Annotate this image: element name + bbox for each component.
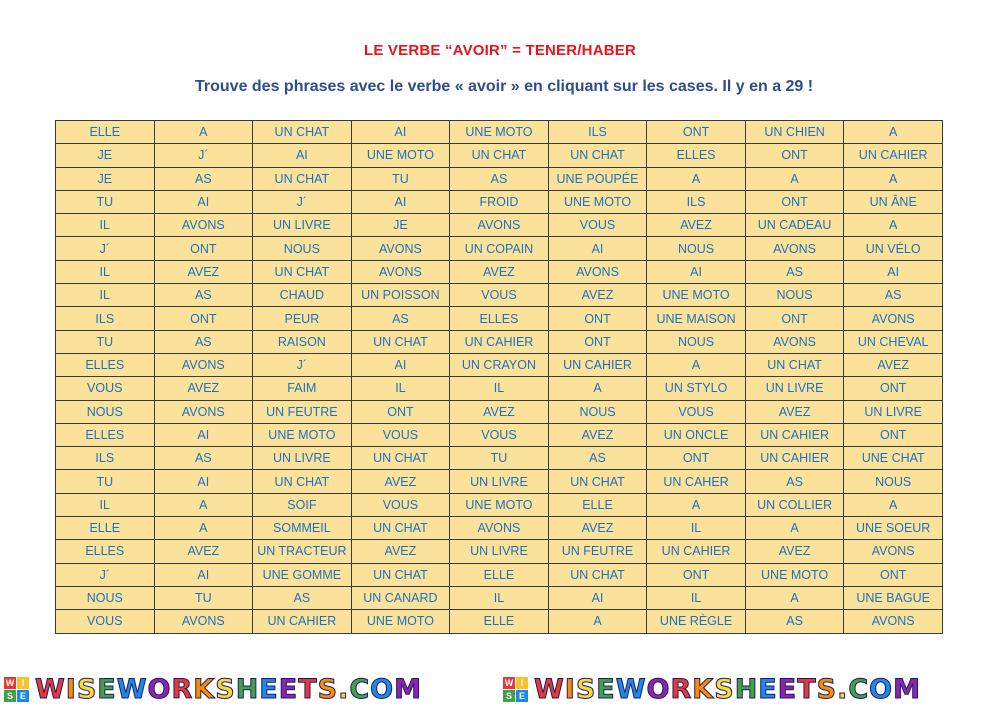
grid-cell[interactable]: TU	[56, 190, 155, 213]
grid-cell[interactable]: TU	[351, 167, 450, 190]
grid-cell[interactable]: AS	[745, 470, 844, 493]
grid-cell[interactable]: UN CAHIER	[450, 330, 549, 353]
grid-cell[interactable]: NOUS	[745, 284, 844, 307]
grid-cell[interactable]: ELLE	[450, 563, 549, 586]
word-grid	[55, 120, 943, 634]
grid-cell[interactable]: JE	[351, 214, 450, 237]
grid-row	[56, 260, 943, 283]
grid-cell[interactable]: NOUS	[647, 330, 746, 353]
grid-row	[56, 190, 943, 213]
grid-cell[interactable]: UNE RÈGLE	[647, 610, 746, 633]
grid-cell[interactable]: UN CAHIER	[844, 144, 943, 167]
grid-cell[interactable]: AS	[154, 330, 253, 353]
grid-cell[interactable]: UN CAHIER	[745, 447, 844, 470]
grid-cell[interactable]: UNE BAGUE	[844, 586, 943, 609]
logo-letter: I	[17, 677, 29, 689]
grid-cell[interactable]: UN CHAT	[351, 447, 450, 470]
grid-cell[interactable]: UN CHIEN	[745, 121, 844, 144]
grid-cell[interactable]: UN CHAT	[351, 563, 450, 586]
grid-cell[interactable]: A	[745, 517, 844, 540]
grid-cell[interactable]: ELLES	[56, 353, 155, 376]
grid-cell[interactable]: IL	[351, 377, 450, 400]
grid-cell[interactable]: UNE MOTO	[253, 423, 352, 446]
grid-cell[interactable]: IL	[450, 377, 549, 400]
grid-cell[interactable]: VOUS	[351, 423, 450, 446]
grid-cell[interactable]: A	[844, 493, 943, 516]
grid-cell[interactable]: UN LIVRE	[253, 447, 352, 470]
grid-cell[interactable]: UN CHEVAL	[844, 330, 943, 353]
grid-row	[56, 400, 943, 423]
grid-cell[interactable]: ONT	[548, 307, 647, 330]
grid-cell[interactable]: ELLES	[647, 144, 746, 167]
grid-cell[interactable]: ELLE	[56, 121, 155, 144]
grid-cell[interactable]: UN LIVRE	[745, 377, 844, 400]
grid-cell[interactable]: ELLES	[56, 423, 155, 446]
grid-cell[interactable]: ONT	[745, 144, 844, 167]
grid-cell[interactable]: AS	[154, 447, 253, 470]
grid-row	[56, 144, 943, 167]
grid-cell[interactable]: IL	[56, 493, 155, 516]
grid-cell[interactable]: AVEZ	[745, 540, 844, 563]
grid-cell[interactable]: ONT	[844, 377, 943, 400]
grid-cell[interactable]: AI	[253, 144, 352, 167]
grid-cell[interactable]: AVEZ	[548, 284, 647, 307]
grid-cell[interactable]: A	[844, 214, 943, 237]
grid-cell[interactable]: UNE MOTO	[450, 493, 549, 516]
grid-cell[interactable]: UNE MOTO	[745, 563, 844, 586]
grid-cell[interactable]: AVONS	[548, 260, 647, 283]
grid-cell[interactable]: AVEZ	[745, 400, 844, 423]
grid-row	[56, 167, 943, 190]
grid-cell[interactable]: A	[548, 610, 647, 633]
grid-cell[interactable]: UN CHAT	[745, 353, 844, 376]
logo-letter: E	[516, 690, 528, 702]
grid-cell[interactable]: AS	[745, 610, 844, 633]
grid-cell[interactable]: UNE MOTO	[351, 144, 450, 167]
grid-cell[interactable]: AI	[548, 237, 647, 260]
grid-cell[interactable]: ELLE	[450, 610, 549, 633]
grid-cell[interactable]: AS	[351, 307, 450, 330]
grid-row	[56, 563, 943, 586]
grid-cell[interactable]: ILS	[56, 447, 155, 470]
grid-cell[interactable]: AS	[745, 260, 844, 283]
grid-cell[interactable]: UN CADEAU	[745, 214, 844, 237]
wise-logo-icon	[4, 677, 29, 702]
grid-row	[56, 423, 943, 446]
grid-cell[interactable]: ILS	[56, 307, 155, 330]
grid-cell[interactable]: TU	[450, 447, 549, 470]
grid-cell[interactable]: ONT	[548, 330, 647, 353]
grid-row	[56, 330, 943, 353]
logo-letter: S	[503, 690, 515, 702]
grid-row	[56, 493, 943, 516]
grid-cell[interactable]: ONT	[844, 563, 943, 586]
grid-cell[interactable]: AVONS	[351, 260, 450, 283]
instructions: Trouve des phrases avec le verbe « avoir » en cliquant sur les cases. Il y en a 29 !	[195, 78, 814, 95]
grid-cell[interactable]: JE	[56, 144, 155, 167]
grid-cell[interactable]: UN CAHIER	[548, 353, 647, 376]
grid-cell[interactable]: J´	[56, 237, 155, 260]
grid-cell[interactable]: A	[154, 517, 253, 540]
grid-row	[56, 121, 943, 144]
grid-cell[interactable]: A	[647, 353, 746, 376]
page-title: LE VERBE “AVOIR” = TENER/HABER	[363, 42, 636, 59]
grid-cell[interactable]: NOUS	[253, 237, 352, 260]
grid-cell[interactable]: VOUS	[548, 214, 647, 237]
grid-cell[interactable]: NOUS	[647, 237, 746, 260]
grid-row	[56, 517, 943, 540]
grid-cell[interactable]: FAIM	[253, 377, 352, 400]
grid-row	[56, 284, 943, 307]
grid-cell[interactable]: VOUS	[450, 423, 549, 446]
grid-row	[56, 470, 943, 493]
grid-cell[interactable]: UNE MOTO	[450, 121, 549, 144]
grid-cell[interactable]: AVONS	[154, 353, 253, 376]
grid-row	[56, 214, 943, 237]
grid-cell[interactable]: TU	[56, 470, 155, 493]
grid-cell[interactable]: UN POISSON	[351, 284, 450, 307]
grid-cell[interactable]: J´	[253, 190, 352, 213]
grid-cell[interactable]: UN CHAT	[548, 470, 647, 493]
grid-cell[interactable]: AVONS	[745, 237, 844, 260]
grid-cell[interactable]: ELLE	[548, 493, 647, 516]
grid-cell[interactable]: IL	[56, 214, 155, 237]
grid-cell[interactable]: AVEZ	[548, 423, 647, 446]
grid-cell[interactable]: UN FEUTRE	[253, 400, 352, 423]
grid-cell[interactable]: UN CHAT	[253, 470, 352, 493]
grid-cell[interactable]: AVEZ	[450, 260, 549, 283]
grid-cell[interactable]: AS	[154, 284, 253, 307]
grid-cell[interactable]: ILS	[548, 121, 647, 144]
grid-cell[interactable]: A	[647, 493, 746, 516]
grid-cell[interactable]: A	[548, 377, 647, 400]
grid-cell[interactable]: UN CHAT	[548, 563, 647, 586]
grid-cell[interactable]: VOUS	[56, 610, 155, 633]
grid-cell[interactable]: UN LIVRE	[450, 540, 549, 563]
grid-cell[interactable]: J´	[56, 563, 155, 586]
grid-cell[interactable]: UN COPAIN	[450, 237, 549, 260]
grid-cell[interactable]: NOUS	[844, 470, 943, 493]
grid-row	[56, 586, 943, 609]
grid-cell[interactable]: AVONS	[351, 237, 450, 260]
grid-cell[interactable]: ONT	[647, 563, 746, 586]
grid-cell[interactable]: UN CANARD	[351, 586, 450, 609]
grid-cell[interactable]: A	[745, 586, 844, 609]
grid-cell[interactable]: A	[154, 121, 253, 144]
grid-cell[interactable]: AVONS	[844, 610, 943, 633]
grid-cell[interactable]: NOUS	[56, 400, 155, 423]
grid-cell[interactable]: UN CHAT	[253, 121, 352, 144]
grid-cell[interactable]: UN VÉLO	[844, 237, 943, 260]
brand-text: WISEWORKSHEETS.COM	[534, 673, 921, 705]
grid-cell[interactable]: UNE MOTO	[647, 284, 746, 307]
grid-row	[56, 610, 943, 633]
grid-cell[interactable]: SOIF	[253, 493, 352, 516]
grid-cell[interactable]: A	[154, 493, 253, 516]
grid-cell[interactable]: RAISON	[253, 330, 352, 353]
grid-cell[interactable]: UN CAHIER	[647, 540, 746, 563]
grid-cell[interactable]: AVONS	[154, 610, 253, 633]
grid-row	[56, 307, 943, 330]
grid-cell[interactable]: AI	[351, 121, 450, 144]
grid-cell[interactable]: AVONS	[450, 214, 549, 237]
grid-cell[interactable]: CHAUD	[253, 284, 352, 307]
brand-text: WISEWORKSHEETS.COM	[35, 673, 422, 705]
wise-logo-icon	[503, 677, 528, 702]
grid-cell[interactable]: AS	[450, 167, 549, 190]
grid-cell[interactable]: AVEZ	[647, 214, 746, 237]
grid-cell[interactable]: ONT	[154, 307, 253, 330]
grid-cell[interactable]: ONT	[351, 400, 450, 423]
grid-cell[interactable]: AI	[647, 260, 746, 283]
grid-cell[interactable]: J´	[154, 144, 253, 167]
grid-cell[interactable]: AVONS	[745, 330, 844, 353]
grid-cell[interactable]: AS	[844, 284, 943, 307]
grid-cell[interactable]: IL	[450, 586, 549, 609]
logo-letter: W	[5, 677, 15, 688]
grid-cell[interactable]: UN CHAT	[548, 144, 647, 167]
grid-cell[interactable]: UNE MAISON	[647, 307, 746, 330]
grid-cell[interactable]: FROID	[450, 190, 549, 213]
grid-cell[interactable]: UN CAHIER	[253, 610, 352, 633]
grid-cell[interactable]: ONT	[647, 447, 746, 470]
grid-cell[interactable]: AVONS	[844, 540, 943, 563]
grid-cell[interactable]: UN LIVRE	[253, 214, 352, 237]
grid-cell[interactable]: IL	[647, 517, 746, 540]
grid-cell[interactable]: ILS	[647, 190, 746, 213]
grid-cell[interactable]: AVONS	[154, 400, 253, 423]
grid-cell[interactable]: AI	[844, 260, 943, 283]
grid-cell[interactable]: AI	[154, 190, 253, 213]
grid-cell[interactable]: UN CHAT	[253, 167, 352, 190]
grid-cell[interactable]: ONT	[745, 190, 844, 213]
grid-row	[56, 377, 943, 400]
grid-cell[interactable]: AI	[351, 190, 450, 213]
grid-cell[interactable]: AVEZ	[154, 540, 253, 563]
grid-cell[interactable]: UN CHAT	[450, 144, 549, 167]
grid-cell[interactable]: AVEZ	[154, 377, 253, 400]
grid-cell[interactable]: VOUS	[351, 493, 450, 516]
grid-cell[interactable]: SOMMEIL	[253, 517, 352, 540]
grid-row	[56, 353, 943, 376]
grid-cell[interactable]: J´	[253, 353, 352, 376]
grid-cell[interactable]: AVEZ	[351, 540, 450, 563]
grid-cell[interactable]: A	[647, 167, 746, 190]
grid-cell[interactable]: UN LIVRE	[450, 470, 549, 493]
grid-cell[interactable]: IL	[56, 260, 155, 283]
grid-cell[interactable]: UN TRACTEUR	[253, 540, 352, 563]
grid-cell[interactable]: AVEZ	[450, 400, 549, 423]
grid-cell[interactable]: AVONS	[450, 517, 549, 540]
grid-cell[interactable]: A	[745, 167, 844, 190]
grid-cell[interactable]: VOUS	[647, 400, 746, 423]
grid-cell[interactable]: A	[844, 167, 943, 190]
grid-row	[56, 447, 943, 470]
grid-cell[interactable]: NOUS	[548, 400, 647, 423]
grid-cell[interactable]: UN CHAT	[351, 517, 450, 540]
grid-cell[interactable]: AVEZ	[548, 517, 647, 540]
grid-cell[interactable]: IL	[56, 284, 155, 307]
grid-cell[interactable]: UN LIVRE	[844, 400, 943, 423]
grid-cell[interactable]: UN COLLIER	[745, 493, 844, 516]
grid-cell[interactable]: AVEZ	[351, 470, 450, 493]
grid-row	[56, 540, 943, 563]
grid-cell[interactable]: UN ÂNE	[844, 190, 943, 213]
grid-cell[interactable]: UN CHAT	[253, 260, 352, 283]
grid-cell[interactable]: UNE POUPÉE	[548, 167, 647, 190]
brand-logo	[503, 672, 921, 706]
grid-cell[interactable]: AS	[548, 447, 647, 470]
grid-cell[interactable]: UN FEUTRE	[548, 540, 647, 563]
logo-letter: W	[504, 677, 514, 688]
grid-cell[interactable]: A	[844, 121, 943, 144]
grid-cell[interactable]: TU	[154, 586, 253, 609]
grid-cell[interactable]: TU	[56, 330, 155, 353]
grid-cell[interactable]: UNE CHAT	[844, 447, 943, 470]
grid-cell[interactable]: ELLES	[450, 307, 549, 330]
grid-cell[interactable]: UN CAHIER	[745, 423, 844, 446]
grid-cell[interactable]: ELLE	[56, 517, 155, 540]
grid-cell[interactable]: UN CRAYON	[450, 353, 549, 376]
grid-cell[interactable]: UNE MOTO	[351, 610, 450, 633]
grid-cell[interactable]: ONT	[154, 237, 253, 260]
logo-letter: E	[17, 690, 29, 702]
grid-cell[interactable]: ONT	[844, 423, 943, 446]
grid-cell[interactable]: AI	[154, 423, 253, 446]
grid-cell[interactable]: AS	[154, 167, 253, 190]
logo-letter: S	[4, 690, 16, 702]
grid-cell[interactable]: AS	[253, 586, 352, 609]
grid-cell[interactable]: VOUS	[450, 284, 549, 307]
grid-cell[interactable]: JE	[56, 167, 155, 190]
grid-cell[interactable]: VOUS	[56, 377, 155, 400]
grid-cell[interactable]: ELLES	[56, 540, 155, 563]
grid-cell[interactable]: UN CHAT	[351, 330, 450, 353]
grid-cell[interactable]: ONT	[647, 121, 746, 144]
grid-cell[interactable]: UN CAHER	[647, 470, 746, 493]
grid-cell[interactable]: NOUS	[56, 586, 155, 609]
grid-cell[interactable]: AVONS	[844, 307, 943, 330]
grid-cell[interactable]: AI	[154, 470, 253, 493]
grid-cell[interactable]: IL	[647, 586, 746, 609]
grid-cell[interactable]: UNE MOTO	[548, 190, 647, 213]
logo-letter: I	[516, 677, 528, 689]
grid-cell[interactable]: PEUR	[253, 307, 352, 330]
grid-cell[interactable]: AI	[548, 586, 647, 609]
grid-cell[interactable]: UN ONCLE	[647, 423, 746, 446]
grid-cell[interactable]: AI	[351, 353, 450, 376]
brand-logo	[4, 672, 422, 706]
grid-cell[interactable]: UNE GOMME	[253, 563, 352, 586]
grid-cell[interactable]: UNE SOEUR	[844, 517, 943, 540]
grid-cell[interactable]: AVEZ	[154, 260, 253, 283]
grid-cell[interactable]: AVEZ	[844, 353, 943, 376]
grid-cell[interactable]: AVONS	[154, 214, 253, 237]
grid-cell[interactable]: AI	[154, 563, 253, 586]
grid-cell[interactable]: ONT	[745, 307, 844, 330]
grid-cell[interactable]: UN STYLO	[647, 377, 746, 400]
grid-row	[56, 237, 943, 260]
